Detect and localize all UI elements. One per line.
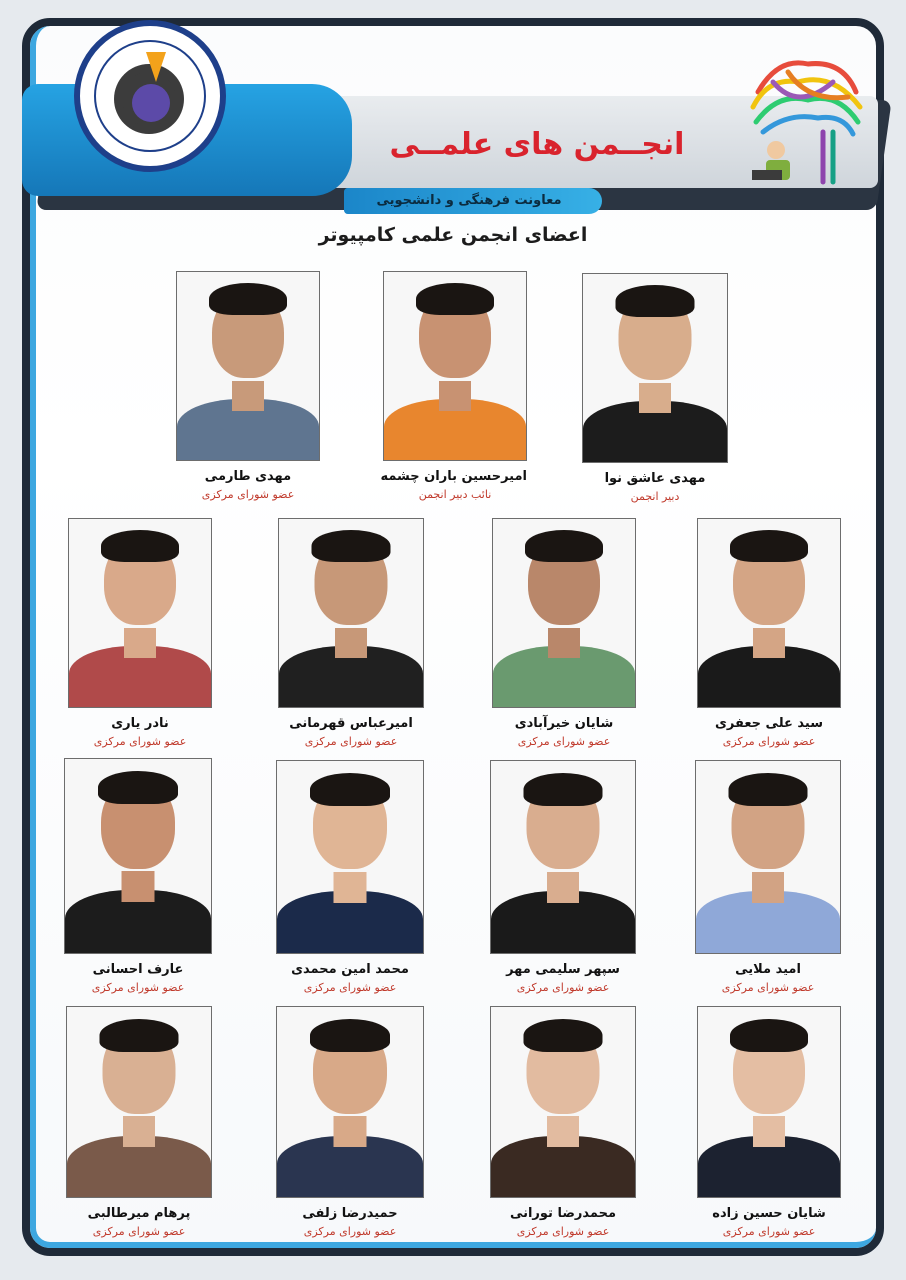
member-role: عضو شورای مرکزی	[517, 735, 611, 748]
member-photo	[276, 760, 424, 954]
member-photo	[697, 518, 841, 708]
association-logo	[74, 20, 226, 172]
member-name: شایان خیرآبادی	[514, 716, 614, 731]
member-card	[68, 518, 212, 758]
member-card	[64, 758, 212, 1004]
member-role: عضو شورای مرکزی	[516, 981, 610, 994]
member-card	[276, 760, 424, 1004]
member-name: پرهام میرطالبی	[87, 1206, 191, 1221]
member-card	[695, 760, 841, 1004]
member-photo	[176, 271, 320, 461]
member-card	[490, 1006, 636, 1248]
member-role: عضو شورای مرکزی	[92, 1225, 186, 1238]
member-name: امیرعباس قهرمانی	[289, 716, 413, 731]
member-name: مهدی عاشق نوا	[604, 471, 706, 486]
member-role: دبیر انجمن	[630, 490, 680, 503]
member-name: عارف احسانی	[92, 962, 184, 977]
member-role: عضو شورای مرکزی	[721, 981, 815, 994]
member-role: نائب دبیر انجمن	[418, 488, 492, 501]
brain-student-illustration	[738, 52, 868, 186]
page-title: انجــمن های علمــی	[389, 127, 685, 162]
pen-icon	[146, 52, 166, 82]
member-role: عضو شورای مرکزی	[91, 981, 185, 994]
member-card	[278, 518, 424, 758]
member-photo	[492, 518, 636, 708]
member-card	[276, 1006, 424, 1248]
member-card	[697, 1006, 841, 1248]
member-photo	[64, 758, 212, 954]
member-card	[492, 518, 636, 758]
member-photo	[695, 760, 841, 954]
member-photo	[582, 273, 728, 463]
member-card	[490, 760, 636, 1004]
member-role: عضو شورای مرکزی	[722, 1225, 816, 1238]
member-name: سپهر سلیمی مهر	[506, 962, 620, 977]
member-photo	[697, 1006, 841, 1198]
member-photo	[276, 1006, 424, 1198]
member-card	[176, 271, 320, 511]
member-photo	[490, 760, 636, 954]
member-name: نادر یاری	[111, 716, 169, 731]
member-name: امیرحسین باران چشمه	[380, 469, 527, 484]
member-photo	[66, 1006, 212, 1198]
member-name: مهدی طارمی	[204, 469, 292, 484]
member-photo	[278, 518, 424, 708]
member-name: شایان حسین زاده	[712, 1206, 826, 1221]
page-subtitle: معاونت فرهنگی و دانشجویی	[376, 193, 562, 208]
member-role: عضو شورای مرکزی	[304, 735, 398, 748]
member-role: عضو شورای مرکزی	[303, 1225, 397, 1238]
member-role: عضو شورای مرکزی	[93, 735, 187, 748]
member-role: عضو شورای مرکزی	[722, 735, 816, 748]
member-card	[697, 518, 841, 758]
member-name: سید علی جعفری	[714, 716, 824, 731]
member-name: امید ملایی	[735, 962, 801, 977]
section-title: اعضای انجمن علمی کامپیوتر	[318, 224, 588, 246]
member-role: عضو شورای مرکزی	[201, 488, 295, 501]
member-photo	[490, 1006, 636, 1198]
member-role: عضو شورای مرکزی	[516, 1225, 610, 1238]
member-card	[66, 1006, 212, 1248]
member-role: عضو شورای مرکزی	[303, 981, 397, 994]
member-photo	[68, 518, 212, 708]
member-name: محمد امین محمدی	[291, 962, 409, 977]
member-name: حمیدرضا زلفی	[302, 1206, 398, 1221]
member-photo	[383, 271, 527, 461]
member-name: محمدرضا تورانی	[509, 1206, 617, 1221]
member-card	[380, 271, 527, 511]
member-card	[582, 273, 728, 513]
